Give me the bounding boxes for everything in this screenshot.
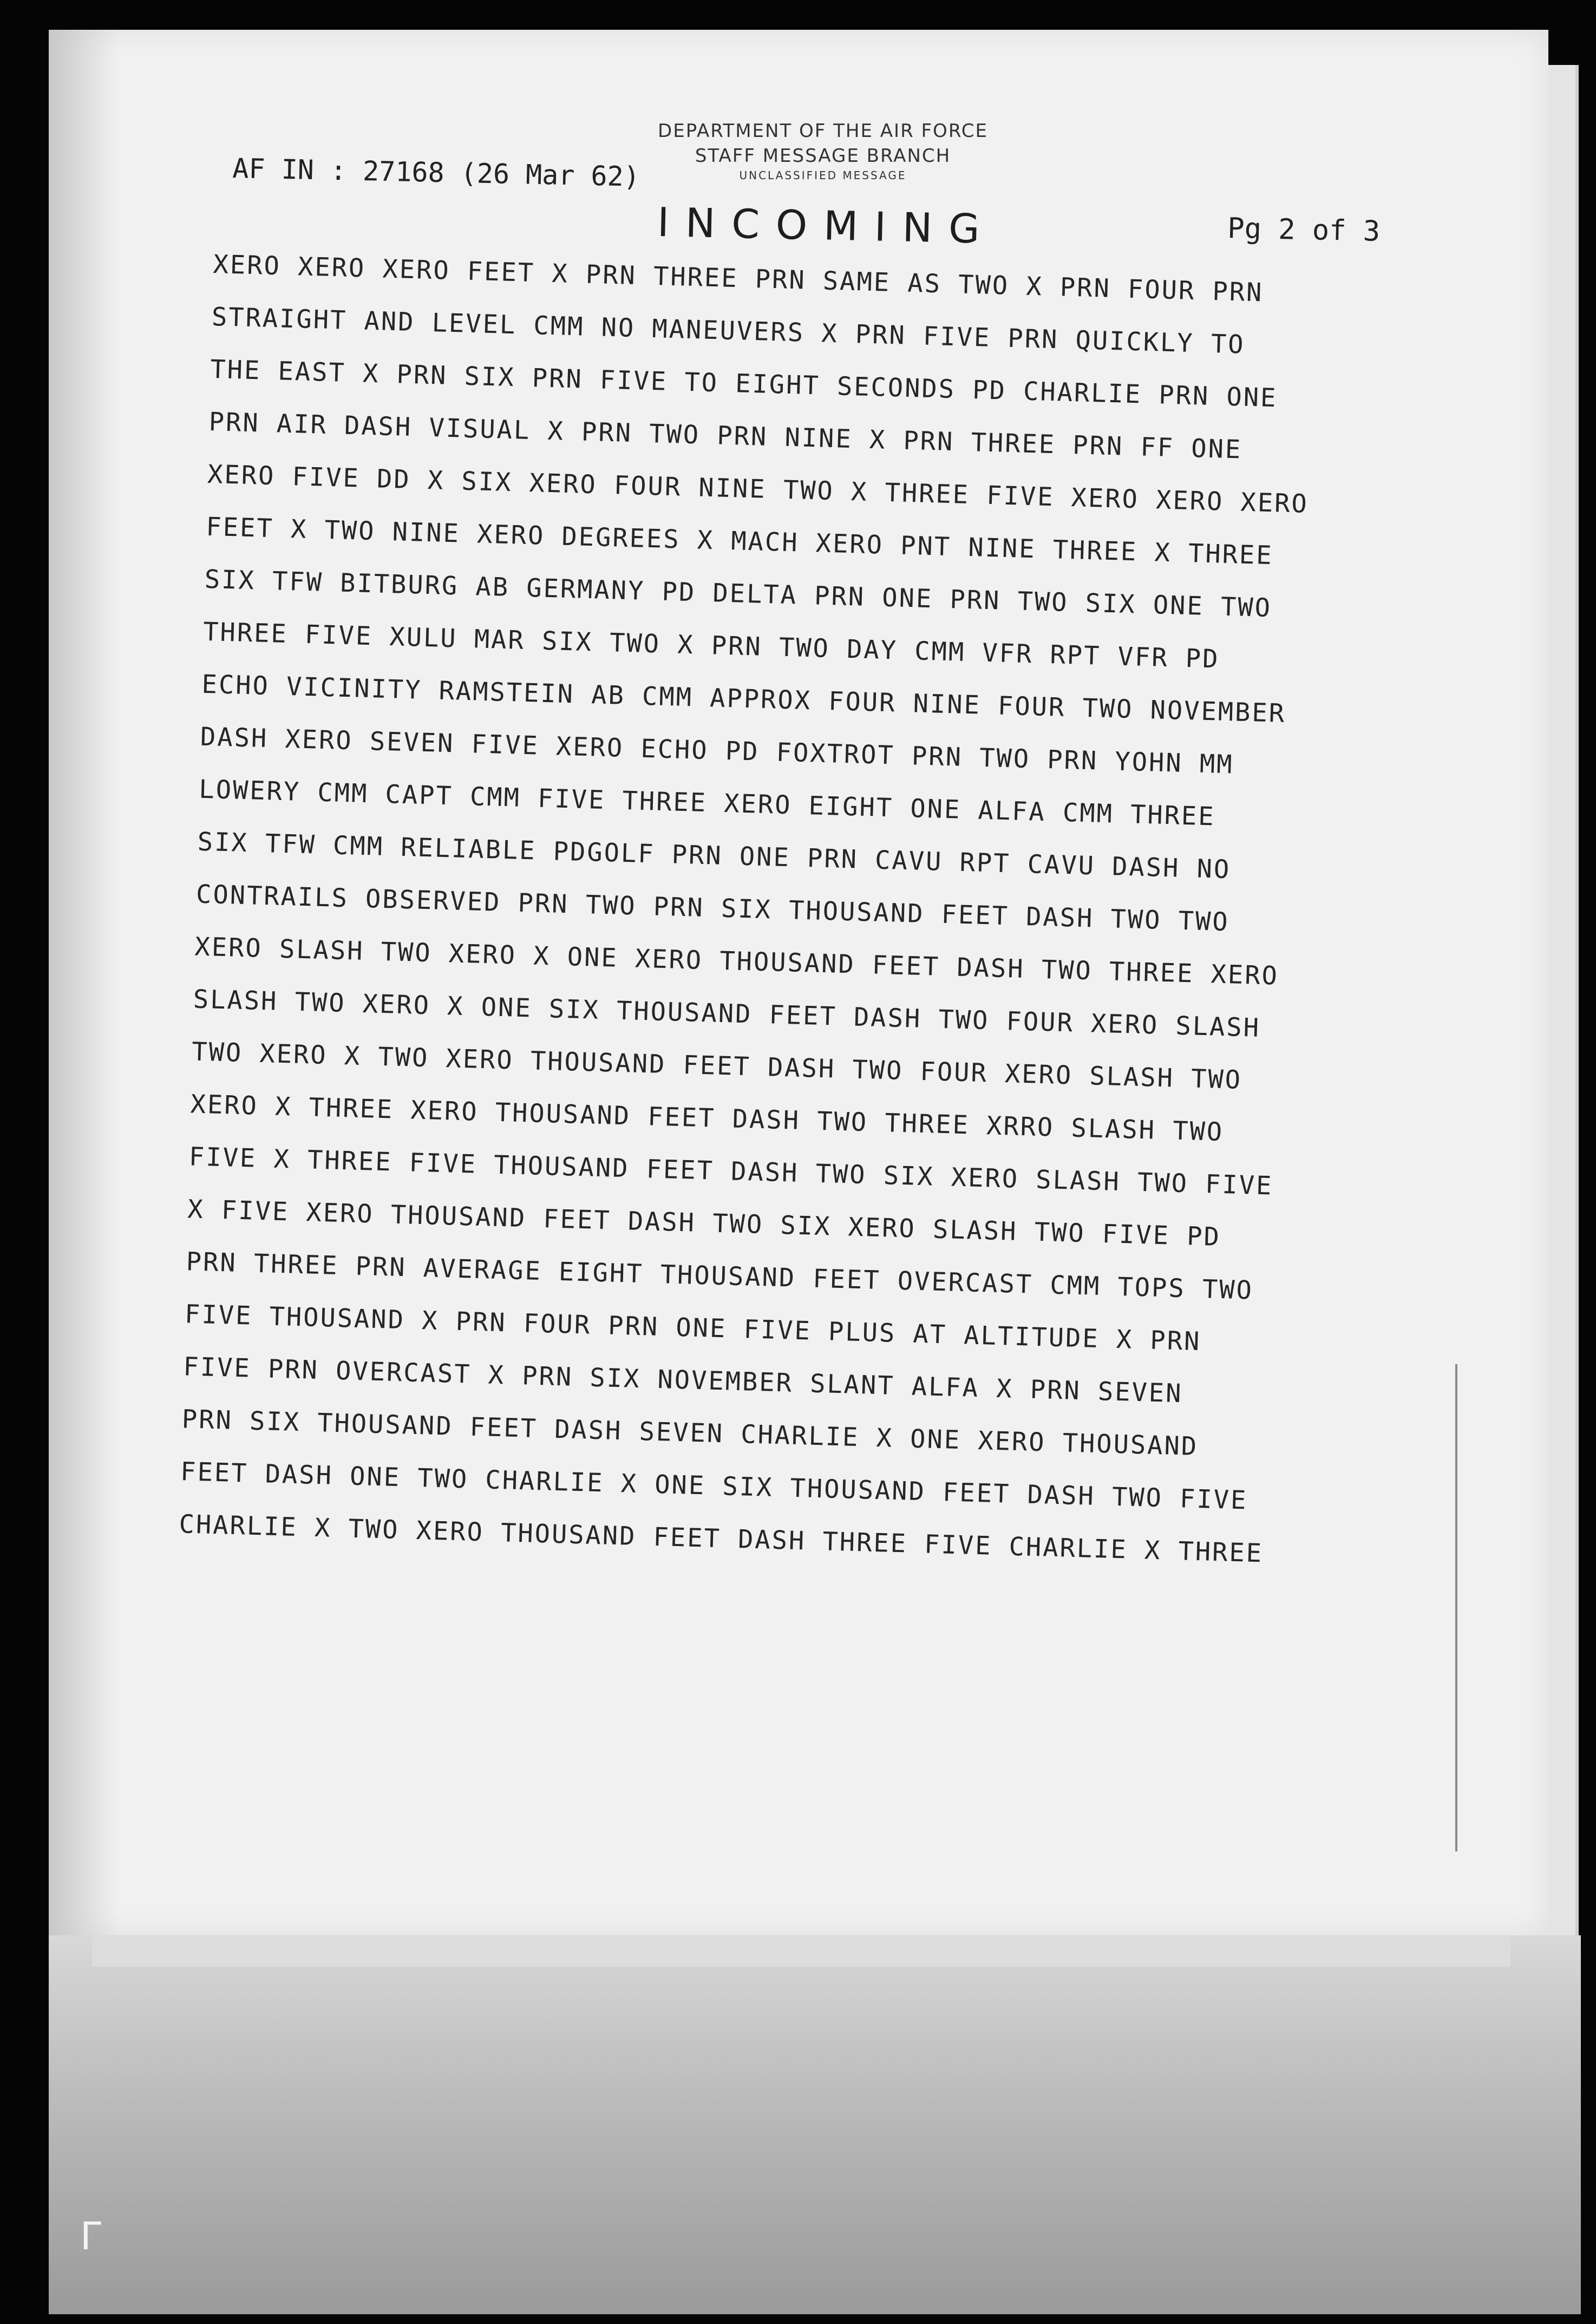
body-line: XERO X THREE XERO THOUSAND FEET DASH TWO THREE XRRO SLASH TWO [189, 1089, 1224, 1148]
body-line: FEET X TWO NINE XERO DEGREES X MACH XERO PNT NINE THREE X THREE [205, 512, 1274, 571]
paper-shadow [49, 30, 119, 1935]
body-line: DASH XERO SEVEN FIVE XERO ECHO PD FOXTROT PRN TWO PRN YOHN MM [200, 722, 1234, 780]
body-line: THREE FIVE XULU MAR SIX TWO X PRN TWO DAY CMM VFR RPT VFR PD [202, 617, 1220, 675]
body-line: PRN THREE PRN AVERAGE EIGHT THOUSAND FEET OVERCAST CMM TOPS TWO [186, 1247, 1254, 1306]
body-line: CONTRAILS OBSERVED PRN TWO PRN SIX THOUSAND FEET DASH TWO TWO [195, 879, 1230, 938]
message-reference: AF IN : 27168 (26 Mar 62) [232, 153, 640, 193]
body-line: SIX TFW CMM RELIABLE PDGOLF PRN ONE PRN CAVU RPT CAVU DASH NO [197, 827, 1231, 885]
body-line: THE EAST X PRN SIX PRN FIVE TO EIGHT SECONDS PD CHARLIE PRN ONE [210, 354, 1278, 414]
branch-name: STAFF MESSAGE BRANCH [695, 145, 951, 167]
message-body [178, 238, 1458, 1584]
film-corner-mark: Γ [80, 2214, 101, 2258]
body-line: TWO XERO X TWO XERO THOUSAND FEET DASH TWO FOUR XERO SLASH TWO [191, 1037, 1242, 1095]
body-line: LOWERY CMM CAPT CMM FIVE THREE XERO EIGHT ONE ALFA CMM THREE [198, 774, 1216, 832]
letterhead [606, 119, 1039, 182]
classification-label: UNCLASSIFIED MESSAGE [739, 169, 907, 182]
department-name: DEPARTMENT OF THE AIR FORCE [658, 120, 988, 142]
body-line: FIVE THOUSAND X PRN FOUR PRN ONE FIVE PLUS AT ALTITUDE X PRN [184, 1299, 1202, 1357]
body-line: FIVE X THREE FIVE THOUSAND FEET DASH TWO SIX XERO SLASH TWO FIVE [188, 1142, 1274, 1201]
body-line: PRN AIR DASH VISUAL X PRN TWO PRN NINE X PRN THREE PRN FF ONE [208, 407, 1242, 465]
film-edge [0, 0, 49, 2324]
body-line: FEET DASH ONE TWO CHARLIE X ONE SIX THOUSAND FEET DASH TWO FIVE [180, 1457, 1248, 1516]
page-number: Pg 2 of 3 [1227, 212, 1381, 248]
body-line: FIVE PRN OVERCAST X PRN SIX NOVEMBER SLANT ALFA X PRN SEVEN [182, 1352, 1183, 1409]
lightbox-surface [32, 1935, 1581, 2314]
body-line: SIX TFW BITBURG AB GERMANY PD DELTA PRN ONE PRN TWO SIX ONE TWO [204, 564, 1272, 624]
body-line: STRAIGHT AND LEVEL CMM NO MANEUVERS X PRN FIVE PRN QUICKLY TO [211, 302, 1246, 360]
body-line: XERO XERO XERO FEET X PRN THREE PRN SAME AS TWO X PRN FOUR PRN [212, 249, 1264, 308]
body-line: PRN SIX THOUSAND FEET DASH SEVEN CHARLIE X ONE XERO THOUSAND [181, 1404, 1199, 1462]
body-line: CHARLIE X TWO XERO THOUSAND FEET DASH THREE FIVE CHARLIE X THREE [178, 1509, 1264, 1569]
body-line: X FIVE XERO THOUSAND FEET DASH TWO SIX XERO SLASH TWO FIVE PD [187, 1194, 1221, 1252]
body-line: XERO SLASH TWO XERO X ONE XERO THOUSAND FEET DASH TWO THREE XERO [194, 932, 1279, 991]
body-line: SLASH TWO XERO X ONE SIX THOUSAND FEET DASH TWO FOUR XERO SLASH [193, 984, 1261, 1043]
message-type-title: INCOMING [657, 199, 997, 253]
body-line: XERO FIVE DD X SIX XERO FOUR NINE TWO X THREE FIVE XERO XERO XERO [207, 459, 1309, 519]
body-line: ECHO VICINITY RAMSTEIN AB CMM APPROX FOUR NINE FOUR TWO NOVEMBER [201, 669, 1286, 729]
margin-line [1455, 1364, 1457, 1851]
